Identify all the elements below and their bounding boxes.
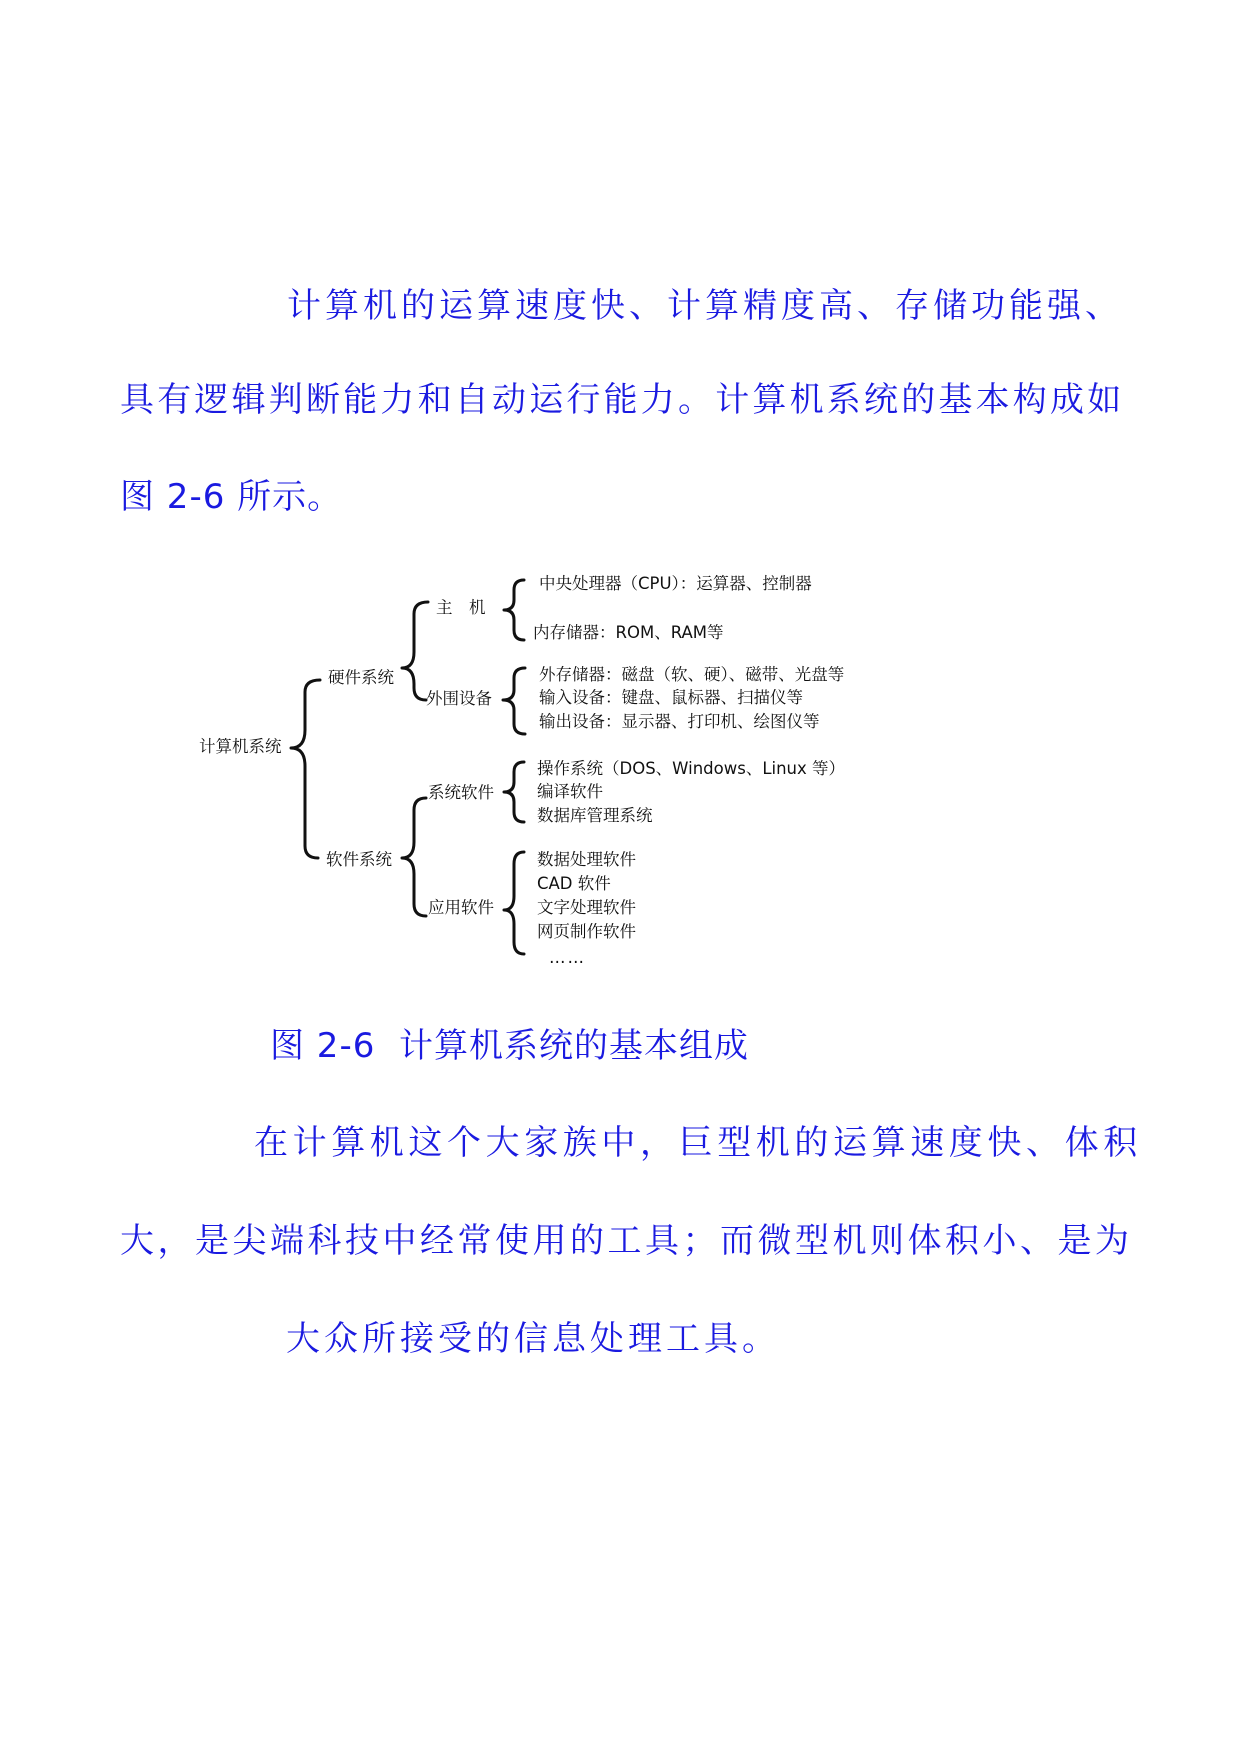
system-software-item-dbms: 数据库管理系统 [537,806,653,825]
host-item-memory: 内存储器：ROM、RAM等 [533,623,724,642]
peripheral-item-input: 输入设备：键盘、鼠标器、扫描仪等 [539,688,803,707]
paragraph-1-line-1: 计算机的运算速度快、计算精度高、存储功能强、 [287,286,1123,326]
application-item-ellipsis: …… [549,948,586,967]
application-item-web-design: 网页制作软件 [537,922,636,941]
system-software-item-os: 操作系统（DOS、Windows、Linux 等） [537,759,846,778]
root-label: 计算机系统 [199,737,282,756]
system-software-label: 系统软件 [428,783,494,802]
application-software-label: 应用软件 [428,898,494,917]
paragraph-2-line-2: 大，是尖端科技中经常使用的工具；而微型机则体积小、是为 [120,1221,1133,1261]
figure-caption: 图 2-6 计算机系统的基本组成 [270,1026,749,1066]
paragraph-1-line-3: 图 2-6 所示。 [120,477,343,517]
application-item-cad: CAD 软件 [537,874,611,893]
paragraph-2-line-1: 在计算机这个大家族中，巨型机的运算速度快、体积 [254,1123,1142,1163]
host-label: 主 机 [436,598,486,617]
application-item-data-processing: 数据处理软件 [537,850,636,869]
peripheral-item-storage: 外存储器：磁盘（软、硬）、磁带、光盘等 [539,665,845,684]
host-item-cpu: 中央处理器（CPU）：运算器、控制器 [539,574,812,593]
system-software-item-compiler: 编译软件 [537,782,603,801]
peripheral-item-output: 输出设备：显示器、打印机、绘图仪等 [539,712,820,731]
application-item-word-processing: 文字处理软件 [537,898,636,917]
hardware-label: 硬件系统 [328,668,394,687]
paragraph-1-line-2: 具有逻辑判断能力和自动运行能力。计算机系统的基本构成如 [120,380,1125,420]
software-label: 软件系统 [326,850,392,869]
paragraph-2-line-3: 大众所接受的信息处理工具。 [286,1319,780,1359]
peripherals-label: 外围设备 [426,689,492,708]
